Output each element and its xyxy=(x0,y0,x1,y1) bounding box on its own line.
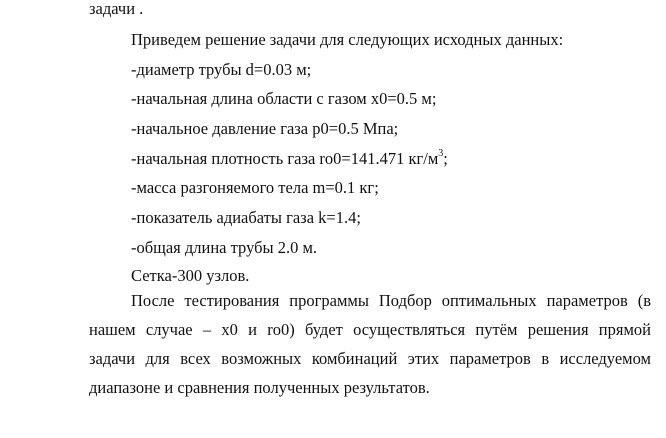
param-mass: -масса разгоняемого тела m=0.1 кг; xyxy=(131,178,379,197)
param-initial-density xyxy=(131,149,448,169)
after-text-line-4: диапазоне и сравнения полученных результатов. xyxy=(89,378,430,397)
after-text-line-3: задачи для всех возможных комбинаций этих параметров в исследуемом xyxy=(89,349,651,368)
param-total-length: -общая длина трубы 2.0 м. xyxy=(131,238,318,257)
intro-line: Приведем решение задачи для следующих исходных данных: xyxy=(131,30,564,49)
param-diameter: -диаметр трубы d=0.03 м; xyxy=(131,60,312,79)
grid-line: Сетка-300 узлов. xyxy=(131,266,250,285)
after-text-line-1: После тестирования программы Подбор оптимальных параметров (в xyxy=(131,291,651,310)
param-initial-length: -начальная длина области с газом x0=0.5 м; xyxy=(131,89,437,108)
param-adiabatic-index: -показатель адиабаты газа k=1.4; xyxy=(131,208,361,227)
param-initial-pressure: -начальное давление газа p0=0.5 Мпа; xyxy=(131,119,399,138)
text-line-top: задачи . xyxy=(89,0,144,18)
after-text-line-2: нашем случае – x0 и ro0) будет осуществляться путём решения прямой xyxy=(89,320,651,339)
density-superscript: 3 xyxy=(438,147,444,159)
density-suffix: ; xyxy=(443,149,448,168)
density-text: -начальная плотность газа ro0=141.471 кг/м xyxy=(131,149,439,168)
